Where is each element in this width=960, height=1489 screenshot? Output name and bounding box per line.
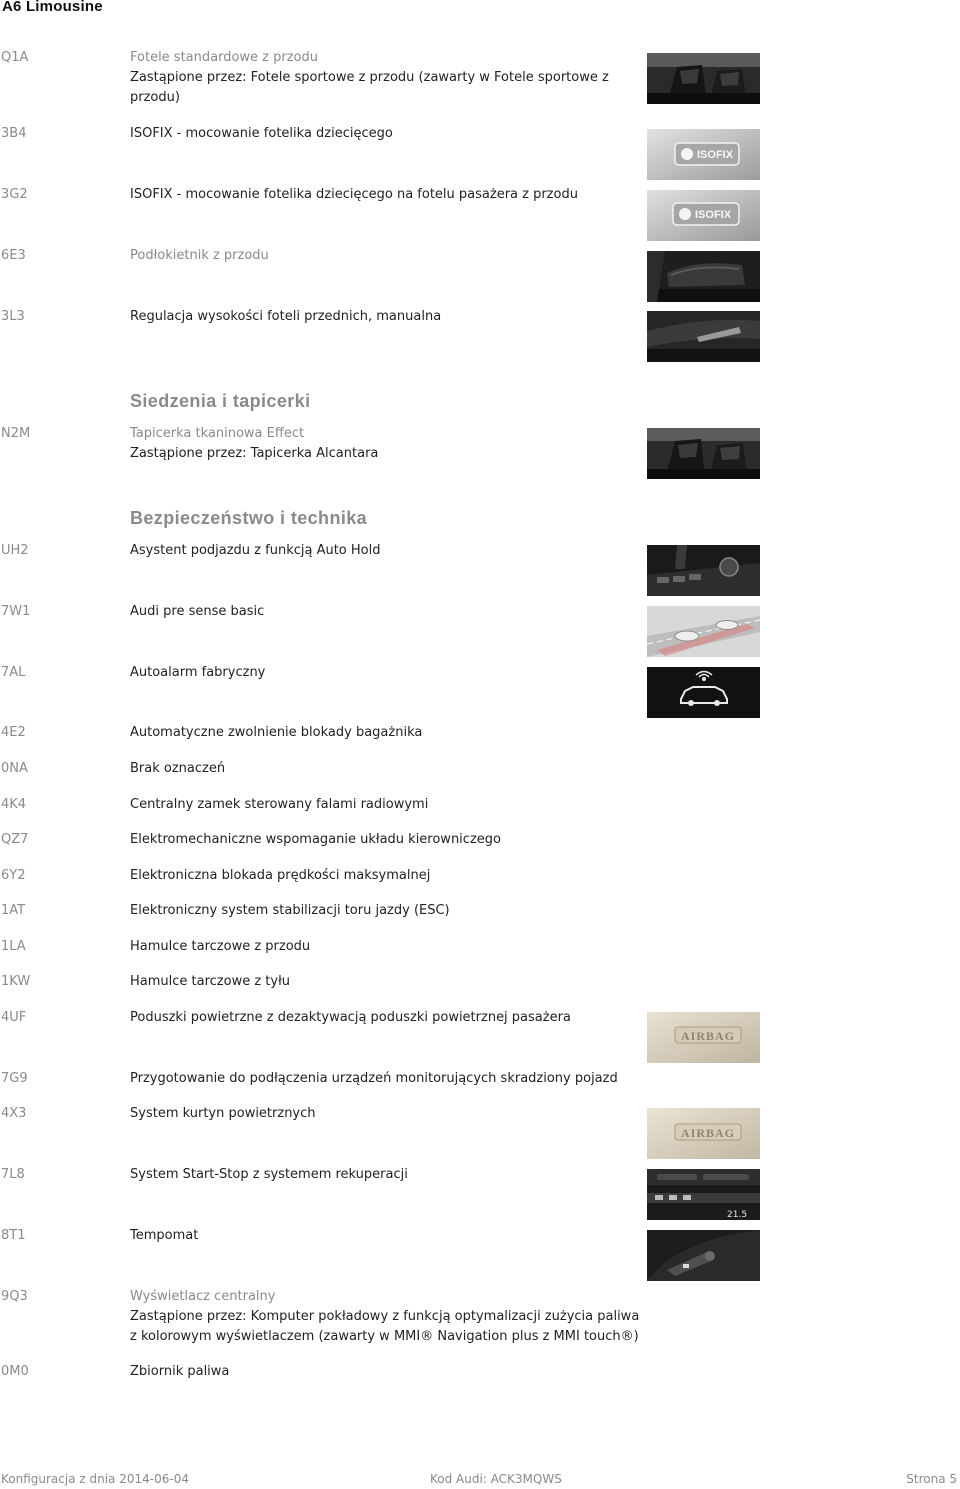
option-code: 7W1 (1, 604, 31, 619)
option-code: UH2 (1, 543, 29, 558)
option-code: 1LA (1, 939, 26, 954)
option-line: Zastąpione przez: Tapicerka Alcantara (130, 446, 379, 461)
footer-page-number: Strona 5 (906, 1472, 957, 1486)
option-code: 0M0 (1, 1364, 29, 1379)
option-line: Automatyczne zwolnienie blokady bagażnika (130, 725, 423, 740)
option-line: Elektromechaniczne wspomaganie układu kierowniczego (130, 832, 501, 847)
option-line: Zbiornik paliwa (130, 1364, 230, 1379)
option-description (130, 541, 630, 561)
option-description (130, 1104, 630, 1124)
option-code: QZ7 (1, 832, 29, 847)
option-line: Brak oznaczeń (130, 761, 226, 776)
option-description (130, 723, 630, 743)
option-line: Zastąpione przez: Fotele sportowe z przodu (zawarty w Fotele sportowe z (130, 70, 609, 85)
page-title: A6 Limousine (2, 0, 103, 15)
option-description (130, 124, 630, 144)
option-line: Asystent podjazdu z funkcją Auto Hold (130, 543, 381, 558)
section-heading-seats: Siedzenia i tapicerki (130, 391, 311, 411)
climate-panel-photo (647, 1169, 760, 1220)
climate-display-text: 21.5 (727, 1210, 748, 1220)
option-description (130, 1008, 630, 1028)
option-description (130, 1287, 640, 1347)
option-description (130, 1362, 630, 1382)
option-code: 1KW (1, 974, 31, 989)
option-line: Autoalarm fabryczny (130, 665, 266, 680)
pre-sense-photo (647, 606, 760, 657)
option-description (130, 602, 630, 622)
option-description (130, 972, 630, 992)
option-description (130, 48, 630, 108)
option-line: przodu) (130, 90, 180, 105)
option-code: 7AL (1, 665, 26, 680)
option-line: Tempomat (130, 1228, 199, 1243)
option-description (130, 830, 630, 850)
airbag-label-photo (647, 1108, 760, 1159)
option-code: 4K4 (1, 797, 27, 812)
section-heading-safety: Bezpieczeństwo i technika (130, 508, 368, 528)
option-line: Elektroniczny system stabilizacji toru jazdy (ESC) (130, 903, 450, 918)
option-description (130, 663, 630, 683)
option-line: ISOFIX - mocowanie fotelika dziecięcego (130, 126, 393, 141)
option-line: Tapicerka tkaninowa Effect (130, 426, 305, 441)
option-line: Podłokietnik z przodu (130, 248, 269, 263)
option-description (130, 795, 630, 815)
cruise-stalk-photo (647, 1230, 760, 1281)
option-description (130, 1069, 630, 1089)
option-line: Wyświetlacz centralny (130, 1289, 276, 1304)
option-description (130, 901, 630, 921)
option-line: z kolorowym wyświetlaczem (zawarty w MMI® Navigation plus z MMI touch®) (130, 1329, 639, 1344)
option-description (130, 185, 630, 205)
option-code: 4X3 (1, 1106, 27, 1121)
footer-audi-code: Kod Audi: ACK3MQWS (430, 1472, 562, 1486)
airbag-label-text: AIRBAG (681, 1029, 736, 1043)
option-description (130, 1226, 630, 1246)
option-line: System Start-Stop z systemem rekuperacji (130, 1167, 408, 1182)
option-code: 4E2 (1, 725, 26, 740)
car-seat-photo (647, 53, 760, 104)
option-code: 7L8 (1, 1167, 25, 1182)
option-line: Fotele standardowe z przodu (130, 50, 319, 65)
isofix-label-photo (647, 190, 760, 241)
option-code: 8T1 (1, 1228, 26, 1243)
option-code: 6E3 (1, 248, 26, 263)
option-description (130, 307, 630, 327)
armrest-photo (647, 251, 760, 302)
isofix-label-text: ISOFIX (695, 209, 732, 221)
option-code: Q1A (1, 50, 29, 65)
airbag-label-photo (647, 1012, 760, 1063)
isofix-label-text: ISOFIX (697, 149, 734, 161)
option-code: 3L3 (1, 309, 25, 324)
alarm-car-icon (647, 667, 760, 718)
airbag-label-text: AIRBAG (681, 1126, 736, 1140)
option-description (130, 1165, 630, 1185)
seat-lever-photo (647, 311, 760, 362)
option-code: 3B4 (1, 126, 27, 141)
option-line: Przygotowanie do podłączenia urządzeń monitorujących skradziony pojazd (130, 1071, 618, 1086)
option-description (130, 246, 630, 266)
option-line: Centralny zamek sterowany falami radiowymi (130, 797, 429, 812)
option-line: Audi pre sense basic (130, 604, 265, 619)
option-line: ISOFIX - mocowanie fotelika dziecięcego na fotelu pasażera z przodu (130, 187, 578, 202)
option-line: Poduszki powietrzne z dezaktywacją poduszki powietrznej pasażera (130, 1010, 571, 1025)
option-code: 9Q3 (1, 1289, 28, 1304)
option-description (130, 937, 630, 957)
option-code: 7G9 (1, 1071, 28, 1086)
isofix-label-photo (647, 129, 760, 180)
option-code: 3G2 (1, 187, 28, 202)
option-code: 0NA (1, 761, 28, 776)
footer-date: Konfiguracja z dnia 2014-06-04 (1, 1472, 189, 1486)
option-description (130, 866, 630, 886)
option-code: N2M (1, 426, 31, 441)
option-description (130, 424, 630, 464)
option-line: Zastąpione przez: Komputer pokładowy z funkcją optymalizacji zużycia paliwa (130, 1309, 640, 1324)
console-photo (647, 545, 760, 596)
option-description (130, 759, 630, 779)
option-code: 4UF (1, 1010, 27, 1025)
option-line: Regulacja wysokości foteli przednich, manualna (130, 309, 442, 324)
option-line: Elektroniczna blokada prędkości maksymalnej (130, 868, 431, 883)
option-line: Hamulce tarczowe z tyłu (130, 974, 291, 989)
option-code: 1AT (1, 903, 26, 918)
option-line: System kurtyn powietrznych (130, 1106, 316, 1121)
option-code: 6Y2 (1, 868, 26, 883)
option-line: Hamulce tarczowe z przodu (130, 939, 311, 954)
car-seat-photo (647, 428, 760, 479)
